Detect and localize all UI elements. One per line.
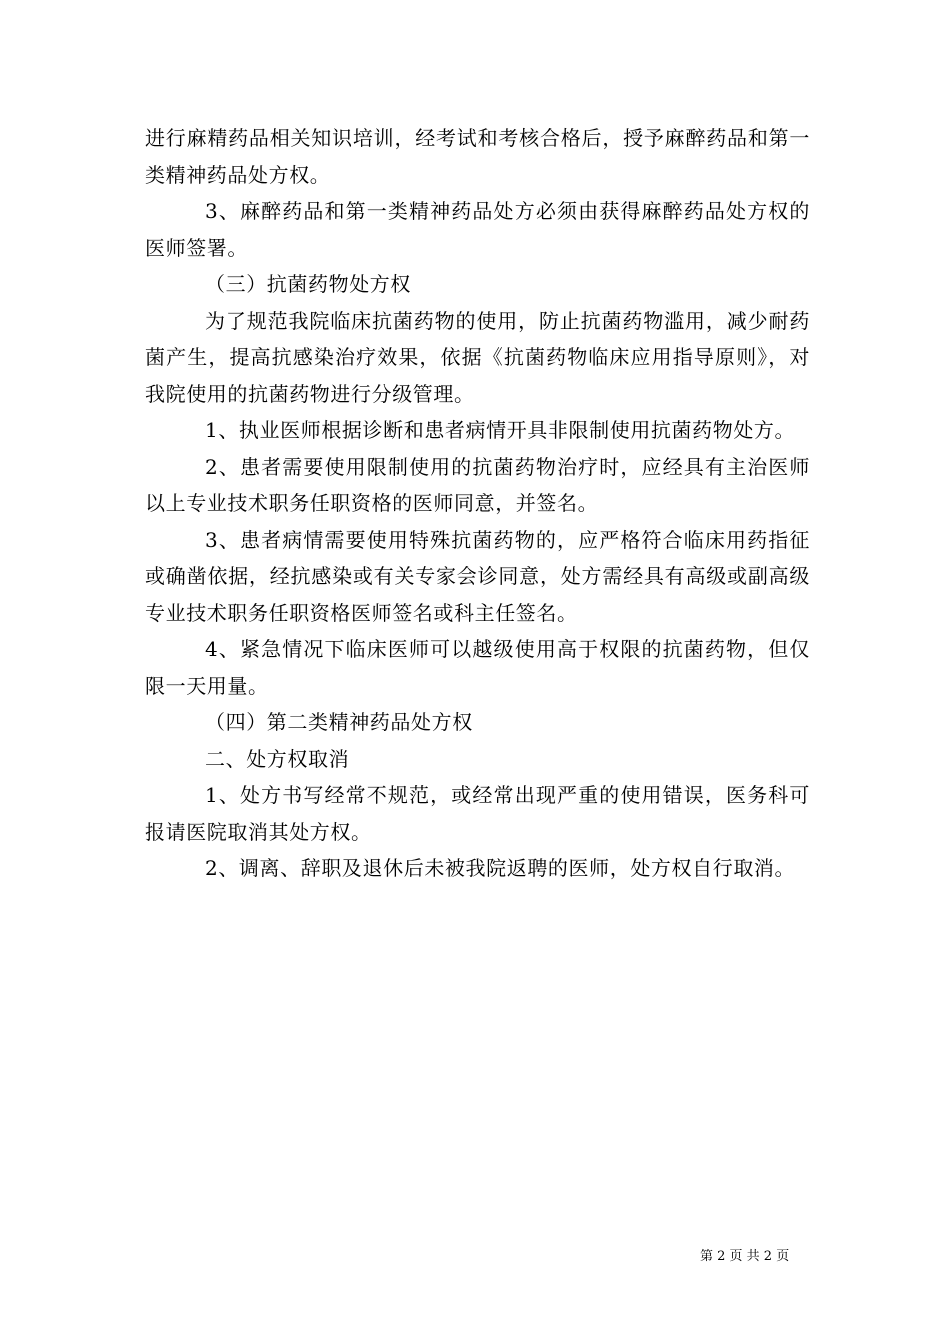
paragraph-revocation-item-1: 1、处方书写经常不规范，或经常出现严重的使用错误，医务科可报请医院取消其处方权。 xyxy=(145,783,810,844)
paragraph-antibacterial-item-1: 1、执业医师根据诊断和患者病情开具非限制使用抗菌药物处方。 xyxy=(205,418,796,442)
page-number-footer: 第 2 页 共 2 页 xyxy=(700,1249,790,1264)
paragraph-revocation-item-2: 2、调离、辞职及退休后未被我院返聘的医师，处方权自行取消。 xyxy=(205,856,796,880)
paragraph-antibacterial-item-2: 2、患者需要使用限制使用的抗菌药物治疗时，应经具有主治医师以上专业技术职务任职资格的医师同意，并签名。 xyxy=(145,454,810,515)
paragraph-antibacterial-item-4: 4、紧急情况下临床医师可以越级使用高于权限的抗菌药物，但仅限一天用量。 xyxy=(145,637,810,698)
paragraph-antibacterial-item-3: 3、患者病情需要使用特殊抗菌药物的，应严格符合临床用药指征或确凿依据，经抗感染或有关专家会诊同意，处方需经具有高级或副高级专业技术职务任职资格医师签名或科主任签名。 xyxy=(145,527,810,625)
document-page xyxy=(145,120,810,887)
paragraph-antibacterial-intro: 为了规范我院临床抗菌药物的使用，防止抗菌药物滥用，减少耐药菌产生，提高抗感染治疗效果，依据《抗菌药物临床应用指导原则》，对我院使用的抗菌药物进行分级管理。 xyxy=(145,308,810,406)
section-heading-revocation: 二、处方权取消 xyxy=(205,746,350,771)
section-heading-psychotropic-class-2: （四）第二类精神药品处方权 xyxy=(205,710,473,734)
paragraph-item-3-narcotics: 3、麻醉药品和第一类精神药品处方必须由获得麻醉药品处方权的医师签署。 xyxy=(145,199,810,260)
paragraph-continuation: 进行麻精药品相关知识培训，经考试和考核合格后，授予麻醉药品和第一类精神药品处方权。 xyxy=(145,126,810,187)
section-heading-antibacterial: （三）抗菌药物处方权 xyxy=(205,272,411,296)
